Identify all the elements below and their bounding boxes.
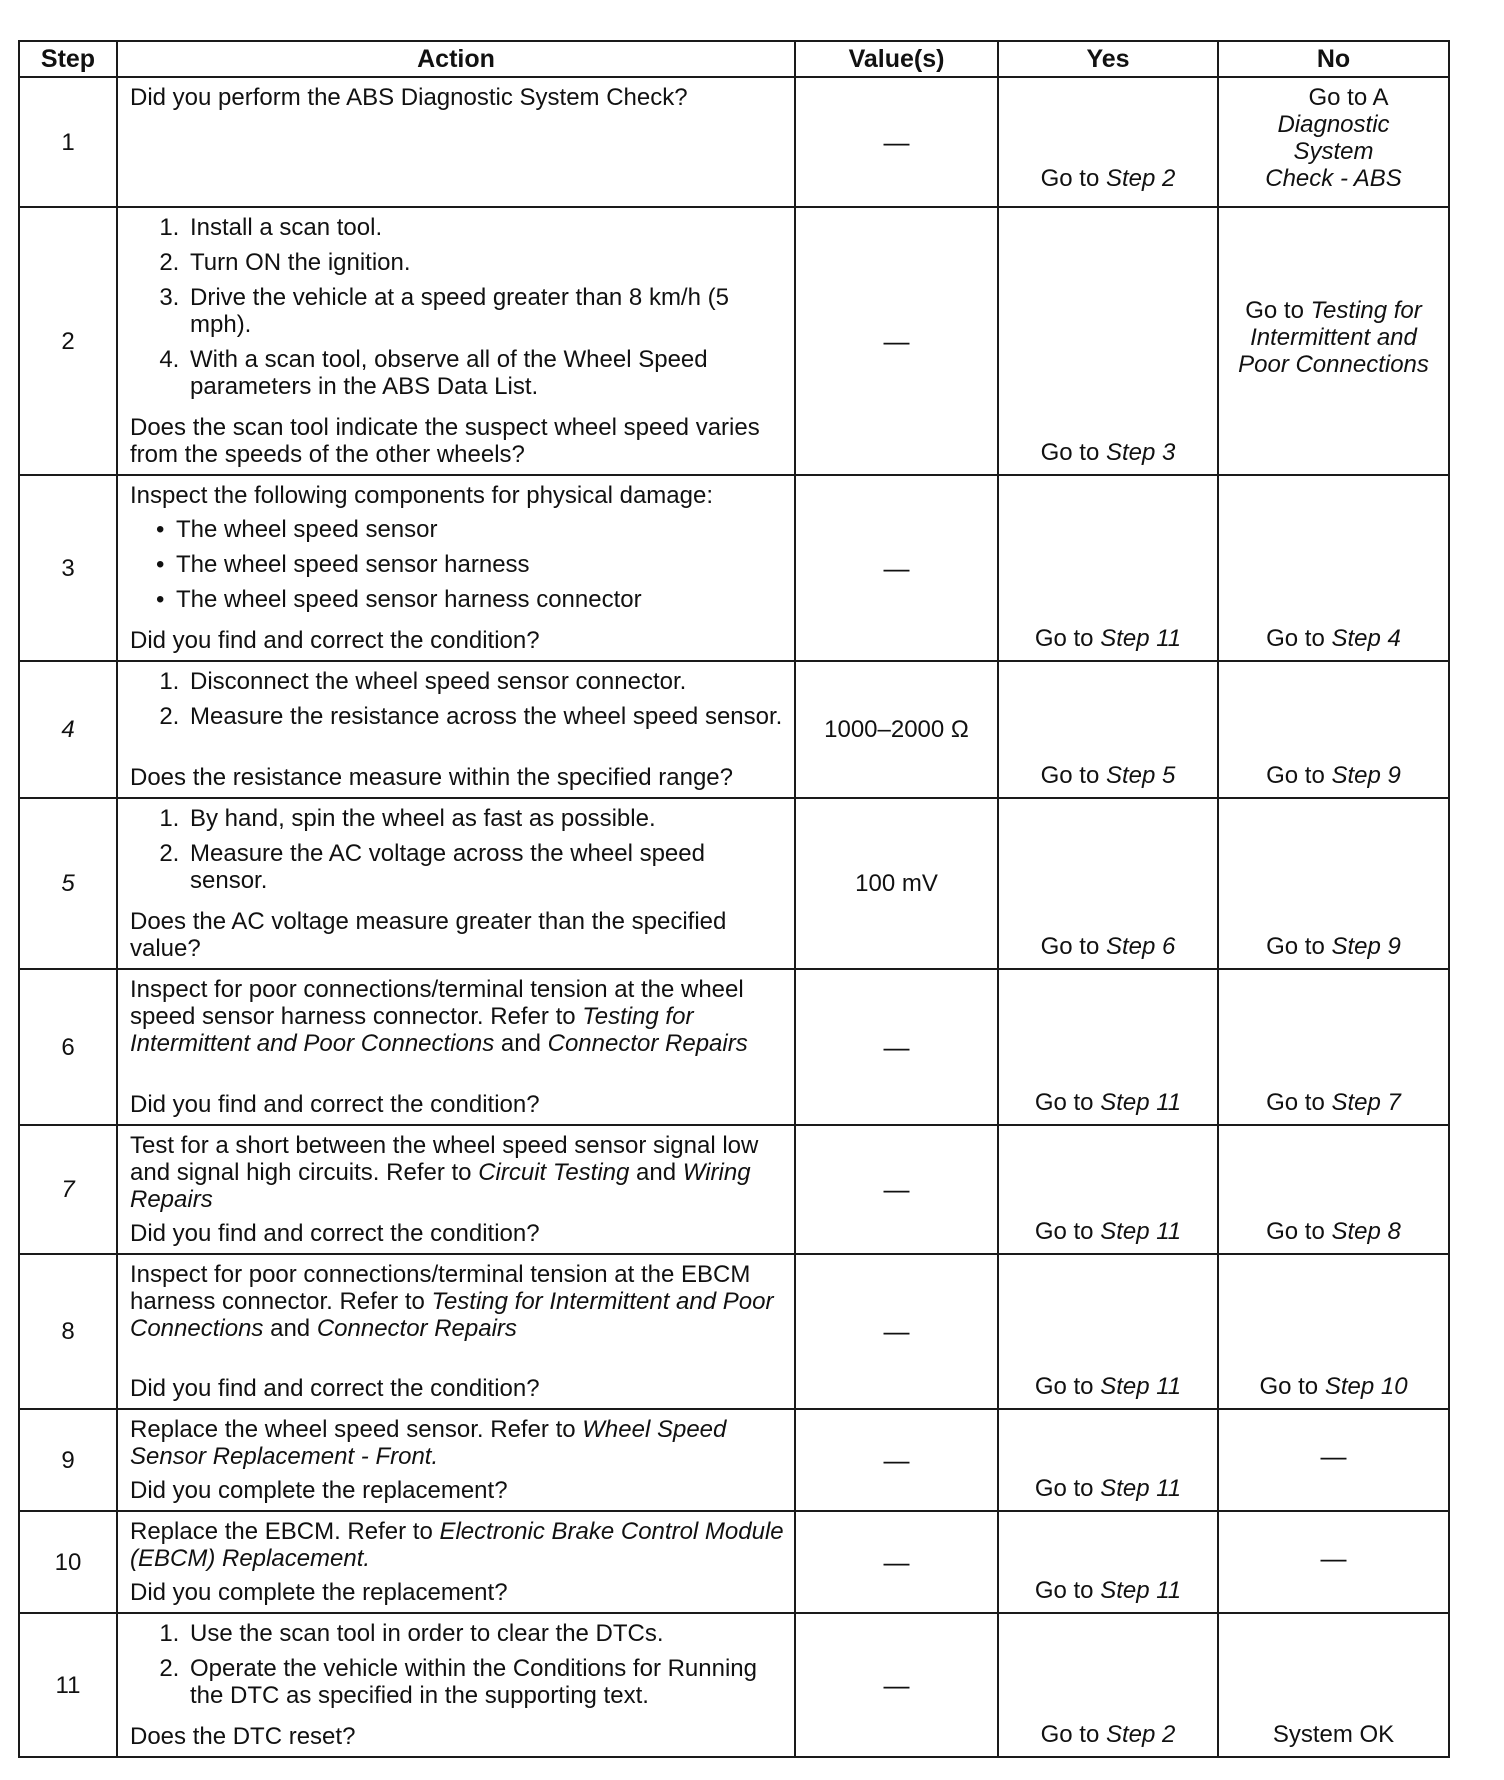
step-number: 7	[19, 1125, 117, 1254]
no-cell	[1218, 1613, 1449, 1757]
action-text	[130, 1132, 784, 1213]
question-text: Did you find and correct the condition?	[130, 1091, 540, 1118]
question-text: Does the scan tool indicate the suspect wheel speed varies from the speeds of the other wheels?	[130, 414, 760, 468]
yes-step-link[interactable]: Step 11	[1100, 1373, 1182, 1400]
diagnostic-table-sheet	[18, 40, 1448, 1758]
reference-link[interactable]: Wiring Repairs	[130, 1159, 751, 1213]
table-row	[19, 969, 1449, 1125]
yes-cell	[998, 77, 1218, 207]
action-text-a: Test for a short between the wheel speed sensor signal low and signal high circuits. Refer to	[130, 1132, 759, 1186]
no-step-link[interactable]: Step 7	[1331, 1089, 1401, 1116]
action-cell	[117, 661, 795, 798]
question-text: Does the DTC reset?	[130, 1723, 356, 1750]
step-number: 11	[19, 1613, 117, 1757]
action-text	[130, 976, 784, 1057]
yes-cell	[998, 798, 1218, 969]
action-text: Did you perform the ABS Diagnostic System Check?	[130, 84, 688, 111]
value-cell: —	[795, 1254, 998, 1409]
header-step: Step	[19, 41, 117, 77]
yes-cell	[998, 661, 1218, 798]
table-row	[19, 207, 1449, 475]
yes-prefix: Go to	[1040, 1721, 1100, 1748]
list-item: 3. Drive the vehicle at a speed greater than 8 km/h (5 mph).	[186, 284, 784, 338]
value-cell: —	[795, 1511, 998, 1613]
action-text-a: Replace the EBCM. Refer to	[130, 1518, 440, 1545]
no-cell	[1218, 1125, 1449, 1254]
no-prefix: Go to	[1266, 1218, 1325, 1245]
question-text: Does the AC voltage measure greater than the specified value?	[130, 908, 727, 962]
action-text-b: and	[629, 1159, 683, 1186]
reference-link[interactable]: Testing for Intermittent and Poor Connections	[130, 1288, 774, 1342]
yes-step-link[interactable]: Step 5	[1105, 762, 1176, 789]
yes-prefix: Go to	[1034, 1577, 1094, 1604]
procedure-list	[130, 214, 784, 408]
question-text: Did you find and correct the condition?	[130, 1220, 540, 1247]
no-result: System OK	[1272, 1721, 1395, 1748]
header-yes: Yes	[998, 41, 1218, 77]
list-item: 2. Operate the vehicle within the Conditions for Running the DTC as specified in the supporting text.	[186, 1655, 784, 1709]
value-cell: 1000–2000 Ω	[795, 661, 998, 798]
table-row	[19, 475, 1449, 661]
no-cell	[1218, 207, 1449, 475]
no-prefix: Go to	[1245, 296, 1304, 324]
action-text	[130, 1261, 784, 1342]
yes-step-link[interactable]: Step 11	[1100, 1218, 1182, 1245]
yes-step-link[interactable]: Step 11	[1100, 625, 1182, 652]
no-step-link[interactable]: Step 8	[1331, 1218, 1401, 1245]
reference-link[interactable]: Connector Repairs	[316, 1315, 517, 1342]
yes-cell	[998, 1409, 1218, 1511]
table-row	[19, 661, 1449, 798]
no-result: —	[1320, 1440, 1347, 1471]
yes-prefix: Go to	[1040, 439, 1100, 466]
list-item: • The wheel speed sensor	[176, 516, 784, 543]
value-cell: —	[795, 77, 998, 207]
step-number: 5	[19, 798, 117, 969]
no-result: —	[1320, 1542, 1347, 1573]
header-row	[19, 41, 1449, 77]
procedure-list	[130, 668, 784, 738]
reference-link[interactable]: Circuit Testing	[478, 1159, 630, 1186]
table-row	[19, 1125, 1449, 1254]
yes-step-link[interactable]: Step 6	[1105, 933, 1176, 960]
yes-cell	[998, 207, 1218, 475]
yes-prefix: Go to	[1040, 165, 1100, 192]
table-row	[19, 1409, 1449, 1511]
reference-link[interactable]: Testing for Intermittent and Poor Connections	[130, 1003, 694, 1057]
no-cell	[1218, 969, 1449, 1125]
yes-prefix: Go to	[1040, 762, 1100, 789]
no-step-link[interactable]: Step 4	[1331, 625, 1401, 652]
action-cell	[117, 1511, 795, 1613]
yes-prefix: Go to	[1034, 1373, 1094, 1400]
list-item: • The wheel speed sensor harness connector	[176, 586, 784, 613]
question-text: Did you find and correct the condition?	[130, 1375, 540, 1402]
list-item: 1. Use the scan tool in order to clear the DTCs.	[186, 1620, 784, 1647]
yes-cell	[998, 1125, 1218, 1254]
reference-link[interactable]: Electronic Brake Control Module (EBCM) Replacement.	[130, 1518, 784, 1572]
action-cell	[117, 969, 795, 1125]
yes-step-link[interactable]: Step 2	[1105, 1721, 1176, 1748]
no-cell	[1218, 661, 1449, 798]
action-text-a: Replace the wheel speed sensor. Refer to	[130, 1416, 583, 1443]
diagnostic-table	[18, 40, 1450, 1758]
no-cell	[1218, 1409, 1449, 1511]
step-number: 8	[19, 1254, 117, 1409]
procedure-list	[130, 1620, 784, 1717]
no-cell	[1218, 798, 1449, 969]
procedure-list	[130, 805, 784, 902]
no-prefix: Go to	[1266, 1089, 1325, 1116]
value-cell: —	[795, 1613, 998, 1757]
question-text: Did you complete the replacement?	[130, 1477, 508, 1504]
step-number: 10	[19, 1511, 117, 1613]
no-cell	[1218, 1511, 1449, 1613]
yes-cell	[998, 475, 1218, 661]
no-prefix: Go to	[1266, 625, 1325, 652]
action-text	[130, 1416, 784, 1470]
action-text-b: and	[263, 1315, 317, 1342]
value-cell: —	[795, 1409, 998, 1511]
no-cell	[1218, 1254, 1449, 1409]
action-text-a: Inspect for poor connections/terminal tension at the EBCM harness connector. Refer to	[130, 1261, 751, 1315]
question-text: Did you complete the replacement?	[130, 1579, 508, 1606]
no-line[interactable]: Check - ABS	[1265, 165, 1402, 192]
list-item: 1. Install a scan tool.	[186, 214, 784, 241]
list-item: 4. With a scan tool, observe all of the Wheel Speed parameters in the ABS Data List.	[186, 346, 784, 400]
list-item: 2. Turn ON the ignition.	[186, 249, 784, 276]
no-cell	[1218, 475, 1449, 661]
yes-step-link[interactable]: Step 11	[1100, 1475, 1182, 1502]
question-text: Did you find and correct the condition?	[130, 627, 540, 654]
step-number: 6	[19, 969, 117, 1125]
no-line: Go to A	[1308, 84, 1389, 111]
yes-cell	[998, 1511, 1218, 1613]
no-step-link[interactable]: Step 9	[1331, 762, 1401, 789]
list-item: • The wheel speed sensor harness	[176, 551, 784, 578]
action-cell	[117, 77, 795, 207]
component-list	[130, 516, 784, 621]
table-row	[19, 1511, 1449, 1613]
no-prefix: Go to	[1266, 933, 1325, 960]
action-cell	[117, 475, 795, 661]
no-line[interactable]: System	[1293, 138, 1374, 165]
no-prefix: Go to	[1266, 762, 1325, 789]
reference-link[interactable]: Wheel Speed Sensor Replacement - Front.	[130, 1416, 727, 1470]
no-step-link[interactable]: Step 10	[1324, 1373, 1408, 1400]
yes-step-link[interactable]: Step 3	[1105, 439, 1176, 466]
step-number: 3	[19, 475, 117, 661]
no-step-link[interactable]: Testing for Intermittent and Poor Connections	[1238, 296, 1429, 378]
action-text-a: Inspect for poor connections/terminal tension at the wheel speed sensor harness connector. Refer to	[130, 976, 744, 1030]
yes-cell	[998, 1254, 1218, 1409]
value-cell: —	[795, 1125, 998, 1254]
header-action: Action	[117, 41, 795, 77]
yes-prefix: Go to	[1034, 1218, 1094, 1245]
reference-link[interactable]: Connector Repairs	[547, 1030, 748, 1057]
action-text-b: and	[494, 1030, 548, 1057]
action-cell	[117, 1254, 795, 1409]
yes-step-link[interactable]: Step 11	[1100, 1089, 1182, 1116]
list-item: 2. Measure the AC voltage across the wheel speed sensor.	[186, 840, 784, 894]
table-row	[19, 1613, 1449, 1757]
question-text: Does the resistance measure within the specified range?	[130, 764, 733, 791]
value-cell: —	[795, 969, 998, 1125]
yes-prefix: Go to	[1034, 625, 1094, 652]
table-row	[19, 798, 1449, 969]
action-cell	[117, 1613, 795, 1757]
header-values: Value(s)	[795, 41, 998, 77]
value-cell: —	[795, 207, 998, 475]
table-row	[19, 1254, 1449, 1409]
value-cell: —	[795, 475, 998, 661]
no-step-link[interactable]: Step 9	[1331, 933, 1401, 960]
step-number: 2	[19, 207, 117, 475]
no-line[interactable]: Diagnostic	[1277, 111, 1390, 138]
list-item: 2. Measure the resistance across the wheel speed sensor.	[186, 703, 784, 730]
yes-cell	[998, 1613, 1218, 1757]
header-no: No	[1218, 41, 1449, 77]
step-number: 9	[19, 1409, 117, 1511]
yes-prefix: Go to	[1034, 1475, 1094, 1502]
action-cell	[117, 1409, 795, 1511]
action-text	[130, 1518, 784, 1572]
action-text: Inspect the following components for physical damage:	[130, 482, 713, 509]
list-item: 1. Disconnect the wheel speed sensor connector.	[186, 668, 784, 695]
no-prefix: Go to	[1259, 1373, 1319, 1400]
yes-cell	[998, 969, 1218, 1125]
yes-prefix: Go to	[1034, 1089, 1094, 1116]
value-cell: 100 mV	[795, 798, 998, 969]
yes-step-link[interactable]: Step 11	[1100, 1577, 1182, 1604]
action-cell	[117, 798, 795, 969]
step-number: 1	[19, 77, 117, 207]
yes-prefix: Go to	[1040, 933, 1100, 960]
no-cell	[1218, 77, 1449, 207]
table-row	[19, 77, 1449, 207]
yes-step-link[interactable]: Step 2	[1105, 165, 1176, 192]
action-cell	[117, 207, 795, 475]
step-number: 4	[19, 661, 117, 798]
list-item: 1. By hand, spin the wheel as fast as possible.	[186, 805, 784, 832]
action-cell	[117, 1125, 795, 1254]
